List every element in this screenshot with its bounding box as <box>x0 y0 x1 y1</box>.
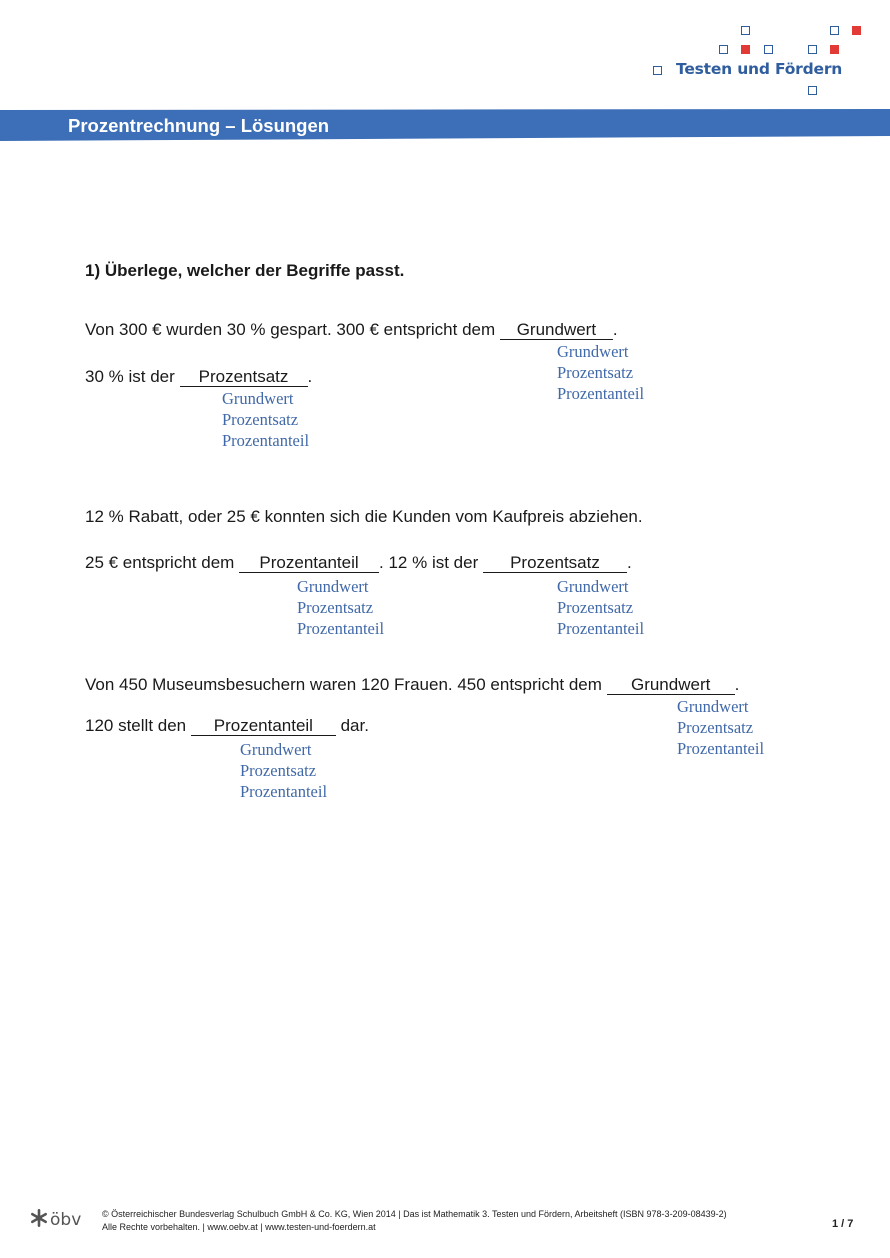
option-grundwert: Grundwert <box>677 697 749 716</box>
page-title: Prozentrechnung – Lösungen <box>68 115 330 136</box>
block2-intro: 12 % Rabatt, oder 25 € konnten sich die Kunden vom Kaufpreis abziehen. <box>85 507 643 526</box>
logo-square-red <box>852 26 861 35</box>
text: Von 450 Museumsbesuchern waren 120 Frauen. 450 entspricht dem <box>85 675 607 694</box>
option-prozentsatz: Prozentsatz <box>297 598 374 617</box>
answer-grundwert: Grundwert <box>500 321 613 340</box>
option-grundwert: Grundwert <box>222 389 294 408</box>
option-grundwert: Grundwert <box>297 577 369 596</box>
option-list <box>297 576 384 639</box>
block3-line1 <box>85 675 739 695</box>
page-number: 1 / 7 <box>832 1218 854 1230</box>
answer-grundwert: Grundwert <box>607 676 735 695</box>
option-prozentsatz: Prozentsatz <box>557 363 634 382</box>
logo-square <box>764 45 773 54</box>
option-prozentanteil: Prozentanteil <box>557 619 645 638</box>
text: . <box>612 320 618 339</box>
option-grundwert: Grundwert <box>557 342 629 361</box>
text: 25 € entspricht dem <box>85 553 240 572</box>
logo-square <box>830 26 839 35</box>
answer-prozentsatz: Prozentsatz <box>483 554 627 573</box>
answer-prozentanteil: Prozentanteil <box>239 554 379 573</box>
option-prozentsatz: Prozentsatz <box>677 718 754 737</box>
option-grundwert: Grundwert <box>240 740 312 759</box>
option-list <box>677 696 764 759</box>
block3-line2 <box>85 716 369 736</box>
option-grundwert: Grundwert <box>557 577 629 596</box>
block2-line1 <box>85 553 632 573</box>
brand-name: Testen und Fördern <box>676 60 843 78</box>
option-list <box>240 739 327 802</box>
option-prozentanteil: Prozentanteil <box>557 384 645 403</box>
text: . <box>307 367 313 386</box>
option-prozentsatz: Prozentsatz <box>557 598 634 617</box>
answer-prozentsatz: Prozentsatz <box>180 368 308 387</box>
option-prozentanteil: Prozentanteil <box>240 782 328 801</box>
logo-square <box>719 45 728 54</box>
text: Von 300 € wurden 30 % gespart. 300 € entspricht dem <box>85 320 500 339</box>
logo-square <box>741 26 750 35</box>
logo-square <box>808 45 817 54</box>
block1-line1 <box>85 320 618 340</box>
copyright-line: © Österreichischer Bundesverlag Schulbuch GmbH & Co. KG, Wien 2014 | Das ist Mathematik 3. Testen und Fördern, Arbeitsheft (ISBN 978-3-209-08439-2) <box>102 1209 727 1219</box>
option-prozentanteil: Prozentanteil <box>222 431 310 450</box>
option-list <box>222 388 309 451</box>
option-list <box>557 341 644 404</box>
text: . 12 % ist der <box>379 553 483 572</box>
option-prozentanteil: Prozentanteil <box>297 619 385 638</box>
option-prozentsatz: Prozentsatz <box>240 761 317 780</box>
answer-prozentanteil: Prozentanteil <box>191 717 336 736</box>
text: . <box>734 675 740 694</box>
rights-line: Alle Rechte vorbehalten. | www.oebv.at | www.testen-und-foerdern.at <box>102 1221 376 1232</box>
text: 30 % ist der <box>85 367 180 386</box>
copyright <box>102 1208 727 1233</box>
option-prozentanteil: Prozentanteil <box>677 739 765 758</box>
text: 120 stellt den <box>85 716 191 735</box>
option-list <box>557 576 644 639</box>
logo-square-red <box>830 45 839 54</box>
block1-line2 <box>85 367 312 387</box>
publisher-logo-text: öbv <box>50 1210 82 1230</box>
text: dar. <box>335 716 369 735</box>
task-heading: 1) Überlege, welcher der Begriffe passt. <box>85 261 405 280</box>
publisher-logo <box>30 1209 81 1230</box>
logo-square <box>653 66 662 75</box>
text: . <box>626 553 632 572</box>
asterisk-icon <box>30 1209 50 1227</box>
logo-square <box>808 86 817 95</box>
option-prozentsatz: Prozentsatz <box>222 410 299 429</box>
logo-square-red <box>741 45 750 54</box>
